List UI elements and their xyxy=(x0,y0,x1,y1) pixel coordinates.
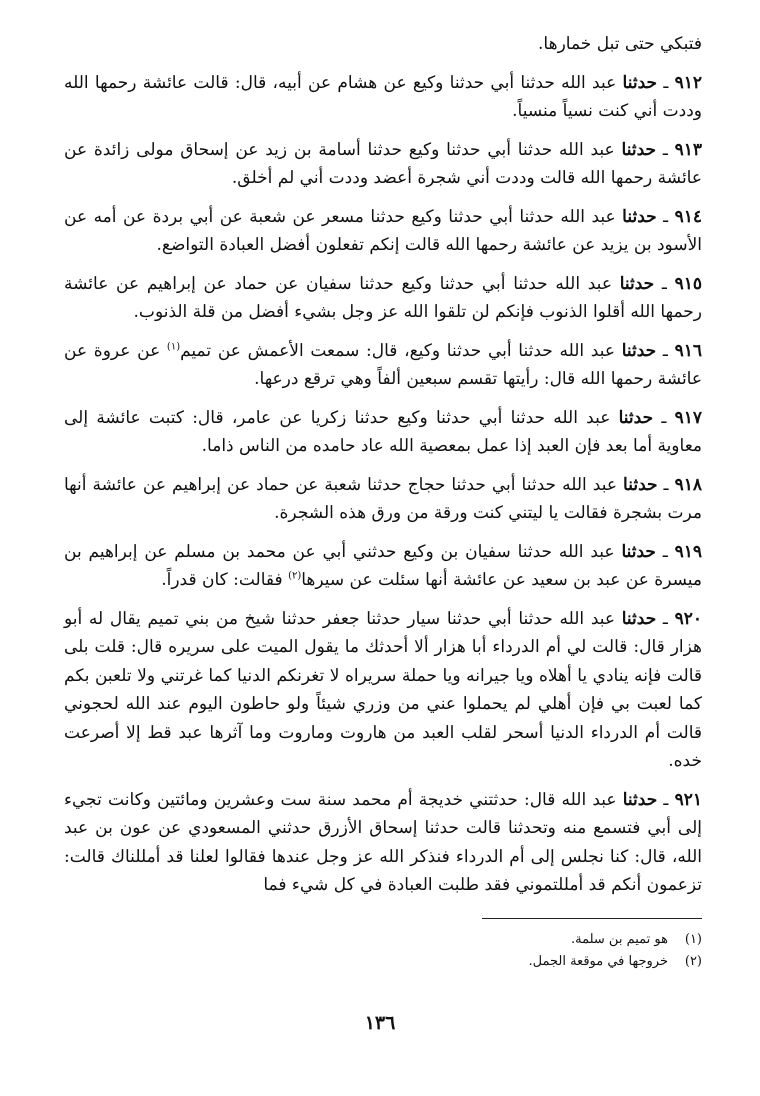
entry-keyword: حدثنا xyxy=(621,139,657,160)
hadith-entry: ٩١٩ ـ حدثنا عبد الله حدثنا سفيان بن وكيع حدثني أبي عن محمد بن مسلم عن إبراهيم بن ميسرة عن عبد بن سعيد عن عائشة أنها سئلت عن سيرها$^{(٢)}$ فقالت: كان قدراً. xyxy=(64,541,703,590)
hadith-entry: ٩١٤ ـ حدثنا عبد الله حدثنا أبي حدثنا وكيع حدثنا مسعر عن شعبة عن أبي بردة عن أمه عن الأسود بن يزيد عن عائشة رحمها الله قالت إنكم تفعلون أفضل العبادة التواضع. xyxy=(64,206,702,255)
entry-keyword: حدثنا xyxy=(622,206,657,227)
hadith-entry: ٩١٧ ـ حدثنا عبد الله حدثنا أبي حدثنا وكيع حدثنا زكريا عن عامر، قال: كتبت عائشة إلى معاوية أما بعد فإن العبد إذا عمل بمعصية الله عاد حامده من الناس ذاما. xyxy=(64,407,702,456)
entry-keyword: حدثنا xyxy=(622,72,658,93)
entry-text: عبد الله حدثنا سفيان بن وكيع حدثني أبي عن محمد بن مسلم عن إبراهيم بن ميسرة عن عبد بن سعيد عن عائشة أنها سئلت عن سيرها xyxy=(64,541,702,590)
entry-keyword: حدثنا xyxy=(621,340,657,361)
entry-number: ٩١٢ xyxy=(674,72,702,93)
footnote xyxy=(64,929,702,951)
entry-text: عبد الله حدثنا أبي حدثنا وكيع حدثنا زكريا عن عامر، قال: كتبت عائشة إلى معاوية أما بعد فإن العبد إذا عمل بمعصية الله عاد حامده من الناس ذاما. xyxy=(64,407,702,456)
entry-keyword: حدثنا xyxy=(623,474,658,495)
entry-number: ٩١٨ xyxy=(674,474,702,495)
footnote-text: هو تميم بن سلمة. xyxy=(570,931,668,947)
entry-keyword: حدثنا xyxy=(622,789,658,810)
footnote-text: خروجها في موقعة الجمل. xyxy=(528,953,668,969)
footnote-divider xyxy=(482,918,702,919)
hadith-entry: ٩١٣ ـ حدثنا عبد الله حدثنا أبي حدثنا وكيع حدثنا أسامة بن زيد عن إسحاق مولى زائدة عن عائشة رحمها الله قالت وددت أني شجرة أعضد وددت أني لم أخلق. xyxy=(64,139,703,188)
hadith-entry: ٩٢١ ـ حدثنا عبد الله قال: حدثتني خديجة أم محمد سنة ست وعشرين ومائتين وكانت تجيء إلى أبي فتسمع منه وتحدثنا قالت حدثنا إسحاق الأزرق حدثني المسعودي عن عون بن عبد الله، قال: كنا نجلس إلى أم الدرداء فنذكر الله عز وجل عندها فقالوا لعلنا قد أمللناك قالت: تزعمون أنكم قد أمللتموني فقد طلبت العبادة في كل شيء فما xyxy=(64,789,702,895)
hadith-entry: ٩١٢ ـ حدثنا عبد الله حدثنا أبي حدثنا وكيع عن هشام عن أبيه، قال: قالت عائشة رحمها الله وددت أني كنت نسياً منسياً. xyxy=(64,72,702,121)
footnotes xyxy=(64,929,702,973)
footnote-reference: (٢) xyxy=(288,570,302,582)
entry-number: ٩١٦ xyxy=(674,340,702,361)
page-number: ١٣٦ xyxy=(364,1012,396,1034)
entry-number: ٩١٧ xyxy=(674,407,702,428)
hadith-entry: ٩١٥ ـ حدثنا عبد الله حدثنا أبي حدثنا وكيع حدثنا سفيان عن حماد عن إبراهيم عن عائشة رحمها الله أقلوا الذنوب فإنكم لن تلقوا الله عز وجل بشيء أفضل من قلة الذنوب. xyxy=(64,273,702,322)
entry-keyword: حدثنا xyxy=(618,407,654,428)
entries-list xyxy=(64,69,702,900)
footnote-label: (١) xyxy=(684,931,702,947)
entry-text: عبد الله حدثنا أبي حدثنا وكيع حدثنا مسعر عن شعبة عن أبي بردة عن أمه عن الأسود بن يزيد عن عائشة رحمها الله قالت إنكم تفعلون أفضل العبادة التواضع. xyxy=(64,206,702,255)
entry-text: عبد الله حدثنا أبي حدثنا حجاج حدثنا شعبة عن حماد عن إبراهيم عن عائشة أنها مرت بشجرة فقالت يا ليتني كنت ورقة من ورق هذه الشجرة. xyxy=(64,474,702,523)
entry-number: ٩١٤ xyxy=(674,206,702,227)
entry-text: عبد الله قال: حدثتني خديجة أم محمد سنة ست وعشرين ومائتين وكانت تجيء إلى أبي فتسمع منه وتحدثنا قالت حدثنا إسحاق الأزرق حدثني المسعودي عن عون بن عبد الله، قال: كنا نجلس إلى أم الدرداء فنذكر الله عز وجل عندها فقالوا لعلنا قد أمللناك قالت: تزعمون أنكم قد أمللتموني فقد طلبت العبادة في كل شيء فما xyxy=(64,789,702,895)
footnote-reference: (١) xyxy=(166,340,181,352)
hadith-entry: ٩٢٠ ـ حدثنا عبد الله حدثنا أبي حدثنا سيار حدثنا جعفر حدثنا شيخ من بني تميم يقال له أبو هزار قال: قالت لي أم الدرداء أبا هزار ألا أحدثك ما يقول الميت على سريره قال: قلت بلى قالت فإنه ينادي يا أهلاه ويا جيرانه ويا حملة سريراه لا تغرنكم الدنيا كما غرتني ولا تلعبن بكم كما لعبت بي فإن أهلي لم يحملوا عني من وزري شيئاً ولو حاطون اليوم عند الله لحجوني قالت أم الدرداء الدنيا أسحر لقلب العبد من هاروت وماروت وما آثرها عبد قط إلا أصرعت خده. xyxy=(64,608,702,771)
entry-number: ٩٢١ xyxy=(674,789,702,810)
entry-text-continued: فقالت: كان قدراً. xyxy=(161,570,289,590)
footnote xyxy=(64,951,702,973)
entry-number: ٩١٩ xyxy=(674,541,703,562)
entry-number: ٩٢٠ xyxy=(674,608,702,629)
entry-text: عبد الله حدثنا أبي حدثنا سيار حدثنا جعفر حدثنا شيخ من بني تميم يقال له أبو هزار قال: قالت لي أم الدرداء أبا هزار ألا أحدثك ما يقول الميت على سريره قال: قلت بلى قالت فإنه ينادي يا أهلاه ويا جيرانه ويا حملة سريراه لا تغرنكم الدنيا كما غرتني ولا تلعبن بكم كما لعبت بي فإن أهلي لم يحملوا عني من وزري شيئاً ولو حاطون اليوم عند الله لحجوني قالت أم الدرداء الدنيا أسحر لقلب العبد من هاروت وماروت وما آثرها عبد قط إلا أصرعت خده. xyxy=(64,608,702,771)
intro-line: فتبكي حتى تبل خمارها. xyxy=(538,34,702,54)
entry-number: ٩١٣ xyxy=(674,139,703,160)
entry-text-continued: عن عروة عن عائشة رحمها الله قال: رأيتها تقسم سبعين ألفاً وهي ترقع درعها. xyxy=(64,340,702,389)
entry-keyword: حدثنا xyxy=(621,608,657,629)
hadith-entry: ٩١٦ ـ حدثنا عبد الله حدثنا أبي حدثنا وكيع، قال: سمعت الأعمش عن تميم$^{(١)}$ عن عروة عن عائشة رحمها الله قال: رأيتها تقسم سبعين ألفاً وهي ترقع درعها. xyxy=(64,340,702,389)
entry-text: عبد الله حدثنا أبي حدثنا وكيع حدثنا سفيان عن حماد عن إبراهيم عن عائشة رحمها الله أقلوا الذنوب فإنكم لن تلقوا الله عز وجل بشيء أفضل من قلة الذنوب. xyxy=(64,273,702,322)
entry-number: ٩١٥ xyxy=(674,273,702,294)
footnote-label: (٢) xyxy=(684,953,702,969)
entry-text: عبد الله حدثنا أبي حدثنا وكيع، قال: سمعت الأعمش عن تميم xyxy=(180,340,616,361)
entry-keyword: حدثنا xyxy=(619,273,655,294)
hadith-entry: ٩١٨ ـ حدثنا عبد الله حدثنا أبي حدثنا حجاج حدثنا شعبة عن حماد عن إبراهيم عن عائشة أنها مرت بشجرة فقالت يا ليتني كنت ورقة من ورق هذه الشجرة. xyxy=(64,474,702,523)
entry-keyword: حدثنا xyxy=(621,541,656,562)
entry-text: عبد الله حدثنا أبي حدثنا وكيع حدثنا أسامة بن زيد عن إسحاق مولى زائدة عن عائشة رحمها الله قالت وددت أني شجرة أعضد وددت أني لم أخلق. xyxy=(64,139,702,188)
entry-text: عبد الله حدثنا أبي حدثنا وكيع عن هشام عن أبيه، قال: قالت عائشة رحمها الله وددت أني كنت نسياً منسياً. xyxy=(64,72,702,121)
